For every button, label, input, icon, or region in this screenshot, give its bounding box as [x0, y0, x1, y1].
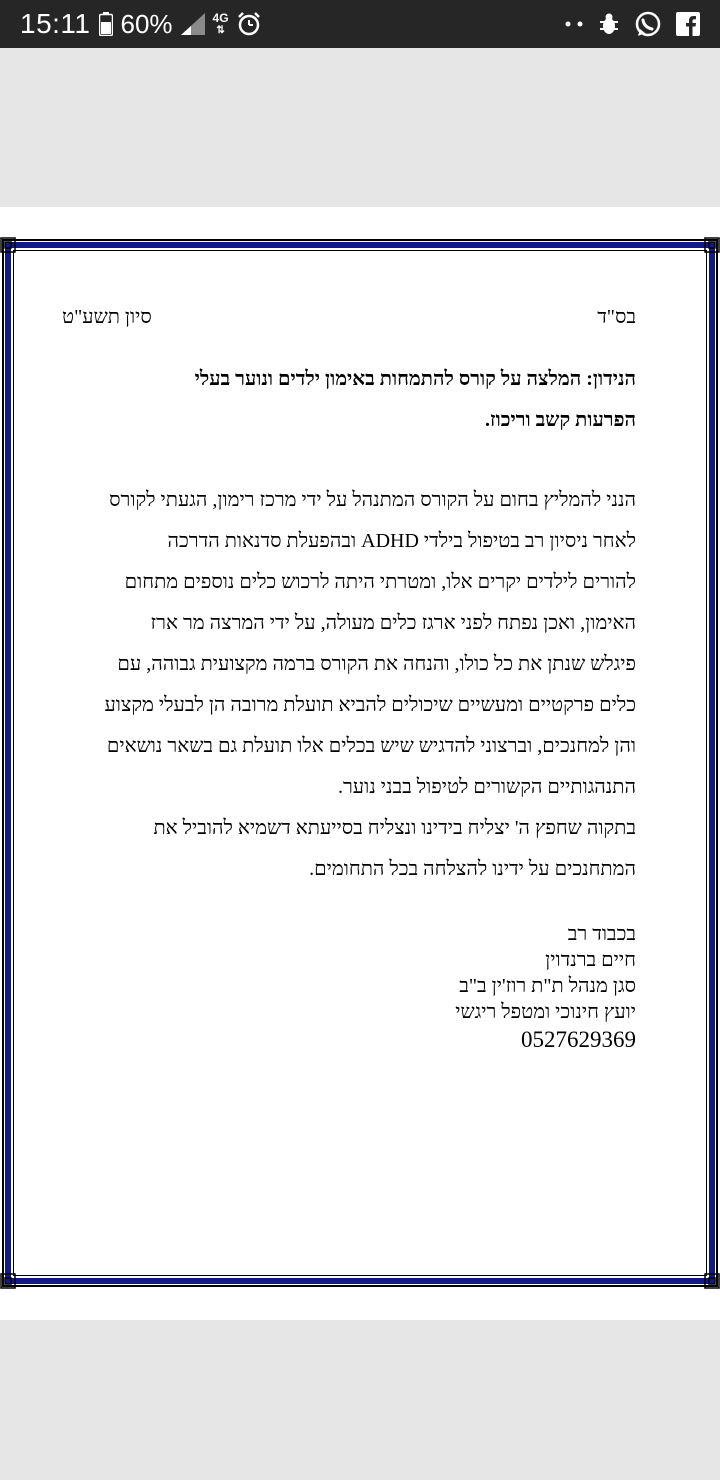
body-line: כלים פרקטיים ומעשיים שיכולים להביא תועלת מרובה הן לבעלי מקצוע [104, 694, 636, 716]
body-line: המתחנכים על ידינו להצלחה בכל התחומים. [309, 858, 636, 880]
whatsapp-icon [634, 10, 662, 38]
alarm-icon [237, 12, 261, 36]
subject-line: הפרעות קשב וריכוז. [485, 409, 636, 431]
letter-subject [62, 359, 636, 441]
facebook-icon [676, 12, 700, 36]
signature-title: סגן מנהל ת"ת רוז'ין ב"ב [459, 975, 636, 997]
status-bar-right [564, 0, 700, 48]
body-line: התנהגותיים הקשורים לטיפול בבני נוער. [337, 776, 636, 798]
corner-ornament-top-left [0, 237, 16, 253]
bug-icon [598, 12, 620, 36]
corner-ornament-top-right [704, 237, 720, 253]
letter-signature-block [62, 921, 636, 1055]
signature-role: יועץ חינוכי ומטפל ריגשי [455, 1001, 636, 1023]
dots-icon [564, 20, 584, 28]
corner-ornament-bottom-right [704, 1273, 720, 1289]
closing-greeting: בכבוד רב [567, 923, 636, 945]
signature-phone: 0527629369 [521, 1027, 636, 1052]
signal-icon [181, 13, 205, 35]
status-bar [0, 0, 720, 48]
letter-body [62, 480, 636, 890]
status-bar-left [20, 0, 261, 48]
signature-name: חיים ברנדוין [545, 949, 636, 971]
header-date: סיון תשע"ט [62, 306, 152, 328]
viewer-background-top [0, 48, 720, 207]
body-line: האימון, ואכן נפתח לפני ארגז כלים מעולה, על ידי המרצה מר ארז [150, 612, 636, 634]
document-page[interactable] [0, 207, 720, 1320]
body-line: והן למחנכים, וברצוני להדגיש שיש בכלים אלו תועלת גם בשאר נושאים [106, 735, 636, 757]
body-line: פיגלש שנתן את כל כולו, והנחה את הקורס ברמה מקצועית גבוהה, עם [117, 653, 636, 675]
network-label: 4G [212, 10, 229, 25]
body-line: לאחר ניסיון רב בטיפול בילדי ADHD ובהפעלת סדנאות הדרכה [167, 530, 636, 552]
body-line: בתקוה שחפץ ה' יצליח בידינו ונצליח בסייעתא דשמיא להוביל את [153, 817, 636, 839]
subject-line: הנידון: המלצה על קורס להתמחות באימון ילדים ונוער בעלי [194, 368, 636, 390]
body-line: להורים לילדים יקרים אלו, ומטרתי היתה לרכוש כלים נוספים מתחום [124, 571, 636, 593]
letter [62, 207, 636, 1320]
body-line: הנני להמליץ בחום על הקורס המתנהל על ידי מרכז רימון, הגעתי לקורס [109, 489, 636, 511]
network-4g-icon: 4G ⇅ [212, 10, 229, 36]
viewer-background-bottom [0, 1320, 720, 1480]
battery-percent: 60% [120, 8, 173, 39]
battery-icon [99, 12, 113, 36]
header-bsd: בס"ד [597, 306, 636, 328]
clock: 15:11 [20, 8, 91, 39]
corner-ornament-bottom-left [0, 1273, 16, 1289]
